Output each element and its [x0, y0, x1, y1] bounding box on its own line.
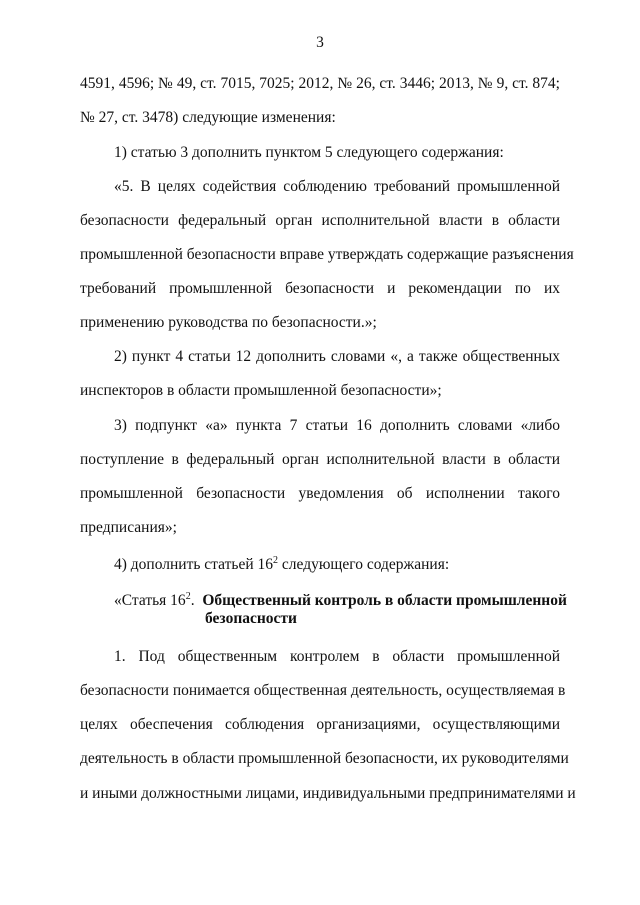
text-line: поступление в федеральный орган исполнительной власти в области [80, 451, 560, 468]
article-superscript: 2 [185, 591, 191, 602]
text-line: и иными должностными лицами, индивидуальными предпринимателями и [80, 785, 576, 802]
text-line: «5. В целях содействия соблюдению требований промышленной [114, 178, 560, 195]
page-number: 3 [316, 34, 324, 51]
article-title-line-1: Общественный контроль в области промышленной [202, 592, 567, 609]
text-line: 2) пункт 4 статьи 12 дополнить словами «, а также общественных [114, 348, 560, 365]
article-title-line-2: безопасности [205, 610, 297, 627]
text-line: применению руководства по безопасности.»; [80, 314, 377, 331]
article-title-line-2-wrap [205, 609, 560, 629]
text-line: 4591, 4596; № 49, ст. 7015, 7025; 2012, № 26, ст. 3446; 2013, № 9, ст. 874; [80, 75, 560, 92]
text-line: целях обеспечения соблюдения организациями, осуществляющими [80, 716, 560, 733]
text-line: инспекторов в области промышленной безопасности»; [80, 382, 442, 399]
text-line: безопасности понимается общественная деятельность, осуществляемая в [80, 682, 566, 699]
item-4-line [114, 555, 560, 575]
article-dot: . [190, 592, 195, 609]
text-line: 3) подпункт «а» пункта 7 статьи 16 дополнить словами «либо [114, 417, 560, 434]
text-line: промышленной безопасности уведомления об исполнении такого [80, 485, 560, 502]
article-prefix: «Статья 16 [114, 592, 186, 609]
text-line: безопасности федеральный орган исполнительной власти в области [80, 212, 560, 229]
item-4-suffix: следующего содержания: [278, 556, 450, 573]
text-line: № 27, ст. 3478) следующие изменения: [80, 109, 336, 126]
text-line: промышленной безопасности вправе утверждать содержащие разъяснения [80, 246, 574, 263]
item-4-prefix: 4) дополнить статьей 16 [114, 556, 274, 573]
article-heading [114, 591, 567, 611]
text-line: требований промышленной безопасности и рекомендации по их [80, 280, 560, 297]
text-line: предписания»; [80, 519, 177, 536]
text-line: деятельность в области промышленной безопасности, их руководителями [80, 750, 569, 767]
item-4-superscript: 2 [273, 555, 279, 566]
text-line: 1) статью 3 дополнить пунктом 5 следующего содержания: [114, 144, 504, 161]
text-line: 1. Под общественным контролем в области промышленной [114, 648, 560, 665]
